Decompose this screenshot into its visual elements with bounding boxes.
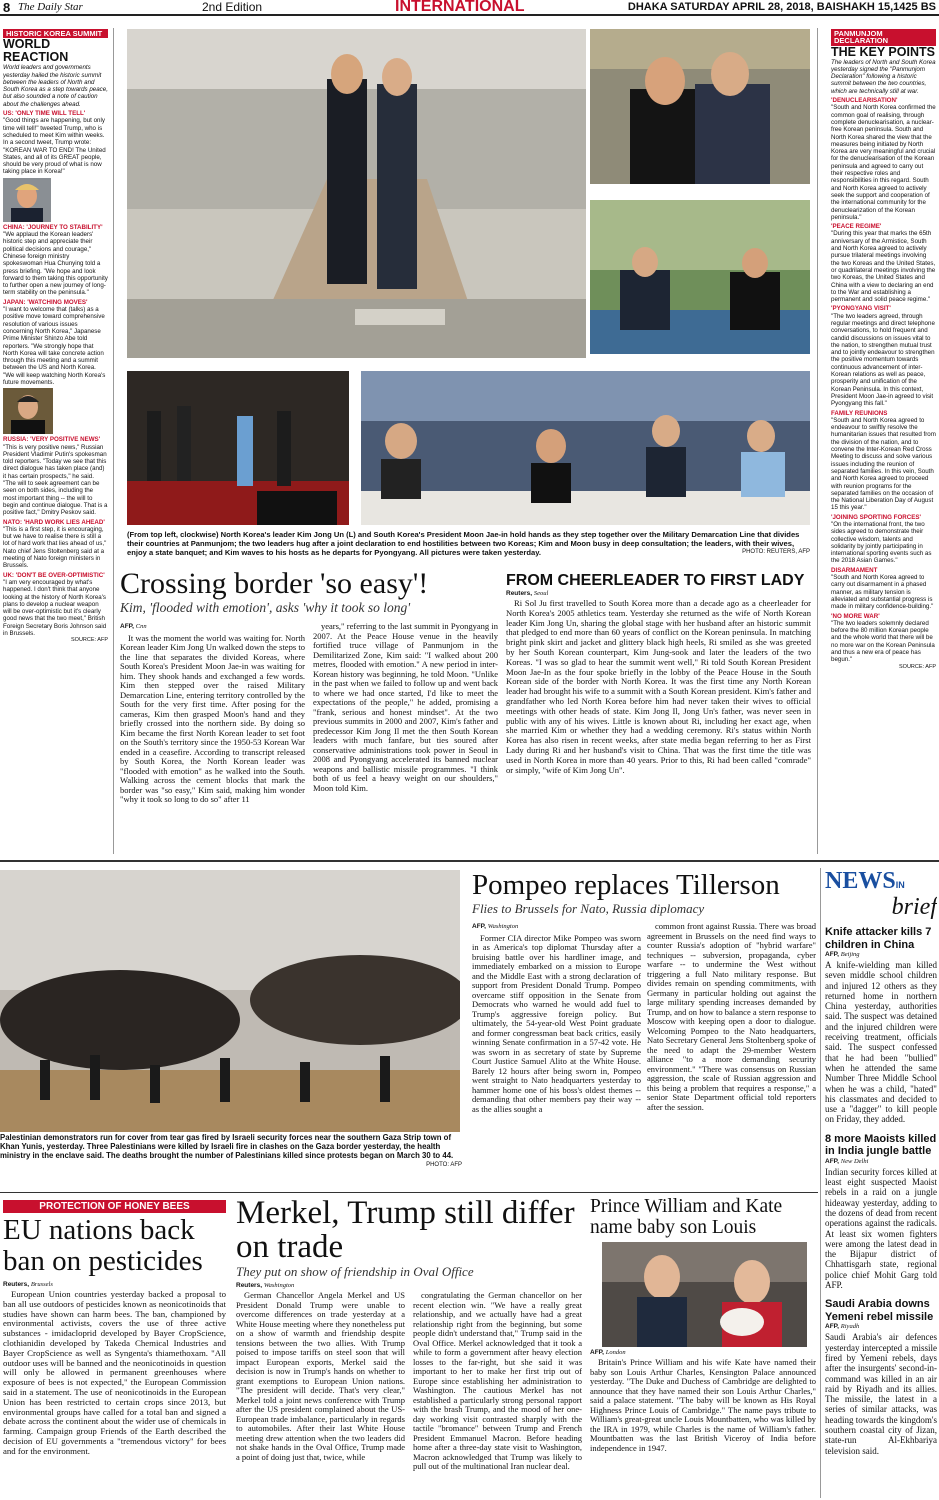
brief-logo-in: IN: [895, 880, 905, 890]
brief-1-text: A knife-wielding man killed seven middle school children and injured 12 others as they returned home in northern China yesterday, authorities said. The suspect was detained and the injured children were receiving treatment, officials said. The suspect confessed that he had been "bullied" when he attended the same Number Three Middle School when he was a child, "hated" his classmates and decided to use a "dagger" to kill people on Friday, they added.: [825, 960, 937, 1125]
merkel-byline-agency: Reuters,: [236, 1282, 263, 1289]
uk-text: "I am very encouraged by what's happened. I don't think that anyone looking at the history of North Korea's plans to develop a nuclear weapon will be over-optimistic but it's clearly good news that the two meet," British Foreign Secretary Boris Johnson said in Brussels.: [3, 578, 107, 637]
key-points-source: SOURCE: AFP: [899, 663, 936, 670]
brief-1-byline-place: Beijing: [840, 951, 860, 958]
eu-banner: PROTECTION OF HONEY BEES: [3, 1200, 226, 1213]
merkel-col1-text: German Chancellor Angela Merkel and US President Donald Trump were unable to overcome differences on trade yesterday at a White House meeting where they nonetheless put on a show of warmth and friendship despite tensions between the two allies. With Trump poised to impose tariffs on steel soon that will impact European exports, Merkel said the decision is now in Trump's hands on whether to grant exemptions to European Union nations. "The president will decide. That's very clear," Merkel told a joint news conference with Trump after the US president complained about the US-European trade imbalance, particularly in regards to automobiles. After their last White House meeting drew attention when the two leaders did not shake hands in the Oval Office, Trump made a point of doing just that, twice, while: [236, 1290, 405, 1462]
summit-caption-text: (From top left, clockwise) North Korea's leader Kim Jong Un (L) and South Korea's President Moon Jae-in hold hands as they step together over the Military Demarcation Line that divides their countries at Panmunjom; the two leaders hug after a joint declaration to end hostilities between two Koreas; Kim and Moon busy in deep consultation; the leaders, with their wives, enjoy a state banquet; and Kim waves to his hosts as he departs for Pyongyang. All pictures were taken yesterday.: [127, 530, 800, 558]
world-reaction-sidebar: [3, 29, 108, 855]
sidebar-intro: World leaders and governments yesterday hailed the historic summit between the leaders of North and South Korea as a step towards peace, but also sounded a note of caution about the challenges ahead.: [3, 64, 108, 108]
us-head: US: 'ONLY TIME WILL TELL': [3, 110, 86, 118]
brief-1-head: Knife attacker kills 7 children in China: [825, 926, 932, 951]
pompeo-headline: Pompeo replaces Tillerson: [472, 870, 780, 901]
brief-3-text: Saudi Arabia's air defences yesterday intercepted a missile fired by Yemeni rebels, days after the insurgents' second-in-command was killed in an air raid by Riyadh and its allies. The missile, the latest in a series of similar attacks, was heading towards the kingdom's southern coastal city of Jizan, state-run Al-Ekhbariya television said.: [825, 1332, 937, 1456]
pompeo-col2-text: common front against Russia. There was broad agreement in Brussels on the need find ways to counter Russia's adoption of "hybrid warfare" techniques -- subversion, propaganda, cyber warfare -- to undermine the West without triggering a full Nato military response. But divides remain on spending commitments, with Germany in particular holding out against the large military spending increases demanded by Trump, and on how to balance a stern response to Moscow with keeping open a door to dialogue. Welcoming Pompeo to the Nato headquarters, Nato Secretary General Jens Stoltenberg spoke of the need to adapt the 29-member Western alliance "to a more demanding security environment." "There was consensus on Russian aggression, the scale of Russian aggression and this being a problem that requires a response," a senior State Department official told reporters after the session.: [647, 921, 816, 1112]
cheerleader-story: [506, 572, 811, 855]
point-6-text: "South and North Korea agreed to carry out disarmament in a phased manner, as military tension is alleviated and substantial progress is made in military confidence-building.": [831, 574, 934, 611]
william-headline: Prince William and Kate name baby son Louis: [590, 1196, 783, 1238]
william-byline-place: London: [605, 1349, 626, 1356]
key-points-sidebar: [831, 29, 936, 855]
pompeo-col1: [472, 922, 641, 1114]
summit-hug-photo: [590, 29, 810, 184]
pompeo-byline-agency: AFP,: [472, 923, 486, 930]
sidebar-banner: HISTORIC KOREA SUMMIT: [3, 29, 108, 38]
cheerleader-text: Ri Sol Ju first travelled to South Korea more than a decade ago as a cheerleader for North Korea's 2005 athletics team. Yesterday she returned as the wife of North Korean leader Kim Jong Un, sharing the global stage with her husband after an historic summit that pledged to end more than 60 years of conflict on the Korean peninsula. In matching bright pink skirt and jacket and glittery black high heels, Ri smiled as she was greeted by her South Korean counterpart, Kim Jung-sook and later the leaders of the two Koreas. "I was so glad to hear the summit went well," Ri told South Korean President Moon Jae-In as the four spoke briefly in the lobby of the Peace House in the South Korean side of the border with North Korea. It was the first time any North Korean leader had brought his wife to a summit with a South Korean president. Kim's father and grandfather who led North Korea before him had never taken their wives to official meetings with other heads of state. Kim Jong Il, Jong Un's father, was never seen in public with any of his wives. Little is known about Ri, including her exact age, when she married Kim or whether they had a wedding ceremony. Ri's status within North Korea has also risen in recent weeks, after state media began referring to her as First Lady during Ri and her husband's visit to China. That was the first time the title was used in North Korea in more than 40 years. Prior to this, Ri had been called "comrade" or simply, "wife of Kim Jong Un".: [506, 598, 811, 775]
divider: [820, 868, 821, 1498]
point-1-text: "South and North Korea confirmed the common goal of realising, through complete denuclearisation, a nuclear-free Korean peninsula. South and North Korea shared the view that the measures being initiated by North Korea are very meaningful and crucial for the denuclearisation of the Korean peninsula and agreed to carry out their respective roles and responsibilities in this regard. South and North Korea agreed to actively seek the support and cooperation of the international community for the denuclearization of the Korean peninsula.": [831, 104, 936, 221]
merkel-byline-place: Washington: [263, 1282, 295, 1289]
summit-photo-credit: PHOTO: REUTERS, AFP: [742, 549, 810, 556]
point-2-head: 'PEACE REGIME': [831, 223, 882, 231]
news-in-brief: [825, 870, 937, 1498]
eu-byline-agency: Reuters,: [3, 1281, 30, 1288]
pompeo-col2: [647, 922, 816, 1114]
brief-3-byline-agency: AFP,: [825, 1323, 839, 1331]
crossing-col1: [120, 622, 305, 805]
pompeo-byline-place: Washington: [487, 923, 519, 930]
point-4-head: FAMILY REUNIONS: [831, 409, 888, 417]
point-5-text: "On the international front, the two sides agreed to demonstrate their collective wisdom, talents and solidarity by jointly participating in international sporting events such as the 2018 Asian Games.": [831, 521, 932, 565]
summit-walk-photo: [127, 29, 586, 358]
crossing-story: [120, 568, 501, 855]
japan-text: "I want to welcome that (talks) as a positive move toward comprehensive resolution of various issues concerning North Korea," Japanese Prime Minister Shinzo Abe told reporters. "We strongly hope that North Korea will take concrete action through this meeting and a summit between the US and North Korea. "We will keep watching North Korea's future movements.: [3, 306, 106, 386]
point-7-text: "The two leaders solemnly declared before the 80 million Korean people and the whole world that there will be no more war on the Korean Peninsula and thus a new era of peace has begun.": [831, 619, 935, 664]
key-points-banner: PANMUNJOM DECLARATION: [831, 29, 936, 46]
brief-3-byline-place: Riyadh: [840, 1323, 860, 1331]
crossing-col1-text: It was the moment the world was waiting for. North Korean leader Kim Jong Un walked down the steps to the line that separates the divided Koreas, where South Korea's President Moon Jae-in was waiting for him. They shook hands and exchanged a few words. Kim then stepped over the raised Military Demarcation Line, entering territory controlled by the South for the very first time. After posing for the cameras, Kim then grasped Moon's hand and they briefly crossed into the northern side. By doing so Kim became the first North Korean leader to set foot on the South's territory since the 1950-53 Korean War ended in a ceasefire. According to transcript released by South Korea, the North Korean leader was "flooded with emotion" as he walked into the South. Walking across the cement blocks that mark the border was "so easy," Kim said, making him wonder "why it took so long to do so" after 11: [120, 632, 305, 804]
merkel-deck: They put on show of friendship in Oval Office: [236, 1264, 474, 1279]
point-6-head: DISARMAMENT: [831, 566, 878, 574]
china-head: CHINA: 'JOURNEY TO STABILITY': [3, 223, 103, 231]
divider: [113, 28, 114, 854]
crossing-col2-text: years," referring to the last summit in Pyongyang in 2007. At the Peace House venue in the heavily fortified truce village of Panmunjom in the Demilitarized Zone, Kim said: "I walked about 200 metres, flooded with emotion." A new period in inter-Korean history was beginning, he told Moon. "Unlike in the past when we failed to follow up and went back to where we had once started, I'd like to meet the expectations of the people," he added, promising a "frank, serious and honest mindset". At the two previous summits in 2000 and 2007, Kim's father and predecessor Kim Jong Il met the then South Korean leaders with much fanfare, but ties soured after conservative administrations took power in Seoul in 2008 and Pyongyang accelerated its banned nuclear weapons and ballistic missile programmes. "I think both of us feel a heavy weight on our shoulders," Moon told Kim.: [313, 621, 498, 793]
crossing-deck: Kim, 'flooded with emotion', asks 'why it took so long': [120, 600, 411, 615]
key-points-title: THE KEY POINTS: [831, 44, 935, 59]
japan-head: JAPAN: 'WATCHING MOVES': [3, 298, 88, 306]
merkel-headline: Merkel, Trump still differ on trade: [236, 1196, 575, 1265]
royal-baby-photo: [602, 1242, 807, 1347]
brief-logo-brief: brief: [891, 894, 937, 920]
page-number: 8: [3, 0, 11, 15]
point-4-text: "South and North Korea agreed to endeavour to swiftly resolve the humanitarian issues that resulted from the division of the nation, and to convene the Inter-Korean Red Cross Meeting to discuss and solve various issues including the reunion of separated families. In this vein, South and North Korea agreed to proceed with reunion programs for the separated families on the occasion of the National Liberation Day of August 15 this year.": [831, 416, 936, 512]
eu-story: [3, 1200, 226, 1498]
crossing-headline: Crossing border 'so easy'!: [120, 568, 429, 600]
russia-head: RUSSIA: 'VERY POSITIVE NEWS': [3, 436, 101, 444]
summit-talks-photo: [590, 200, 810, 354]
point-7-head: 'NO MORE WAR': [831, 612, 880, 620]
russia-text: "This is very positive news," Russian President Vladimir Putin's spokesman told reporters. "Today we see that this direct dialogue has taken place (and) it has certain prospects," he said. "The will to seek agreement can be seen on both sides, including the most important thing -- the will to begin and continue dialogue. That is a positive fact," Dmitry Peskov said.: [3, 443, 108, 517]
us-text: "Good things are happening, but only time will tell!" tweeted Trump, who is scheduled to meet Kim within weeks. In a second tweet, Trump wrote: "KOREAN WAR TO END! The United States, and all of its GREAT people, should be very proud of what is now taking place in Korea!": [3, 117, 106, 176]
gaza-caption-text: Palestinian demonstrators run for cover from tear gas fired by Israeli security forces near the southern Gaza Strip town of Khan Yunis, yesterday. Three Palestinians were killed by Israeli fire in clashes on the Gaza border yesterday, the health ministry in the enclave said. The deaths brought the number of Palestinians killed since protests began on March 30 to 44.: [0, 1133, 454, 1161]
banquet-photo: [361, 371, 810, 525]
william-story: [590, 1196, 816, 1498]
eu-text: European Union countries yesterday backed a proposal to ban all use outdoors of pesticides known as neonicotinoids that studies have shown can harm bees. The ban, championed by environmental activists, covers the use of three active substances - imidacloprid developed by Bayer CropScience, clothianidin developed by Takeda Chemical Industries and Bayer CropScience as well as Syngenta's thiamethoxam. "All outdoor uses will be banned and the neonicotinoids in question will only be allowed in permanent greenhouses where exposure of bees is not expected," the European Commission said in a statement. The use of neonicotinoids in the European Union has been restricted to certain crops since 2013, but environmental groups have called for a total ban and signed a debate across the continent about the wider use of chemicals in farming. Campaign group Friends of the Earth described the decision of EU governments a "tremendous victory" for bees and for the environment.: [3, 1289, 226, 1456]
summit-caption: [127, 530, 810, 558]
page-header: [0, 0, 939, 16]
crossing-byline-place: Cnn: [135, 623, 147, 630]
pompeo-col1-text: Former CIA director Mike Pompeo was sworn in as America's top diplomat Thursday after a bruising battle over his hardliner image, and immediately embarked on a mission to Europe and the Middle East with a strong declaration of support from President Donald Trump. Pompeo overcame stiff opposition in the Senate from Democrats who warned he would add fuel to Trump's aggressive foreign policy. But ultimately, the 54-year-old West Point graduate and former congressman beat back critics, easily winning Senate confirmation in a 57-42 vote. He was sworn in as secretary of state by Supreme Court Justice Samuel Alito at the White House. Barely 12 hours after being sworn in, Pompeo went straight to Nato headquarters yesterday to hammer home one of his boss's oldest themes -- demanding that other members pay their way -- as the allies sought a: [472, 932, 641, 1114]
gaza-photo: [0, 870, 460, 1132]
eu-byline-place: Brussels: [30, 1281, 53, 1288]
brief-logo: [825, 870, 937, 918]
point-3-text: "The two leaders agreed, through regular meetings and direct telephone conversations, to hold frequent and candid discussions on issues vital to the nation, to strengthen mutual trust and to jointly endeavour to strengthen the positive momentum towards continuous advancement of inter-Korean relations as well as peace, prosperity and unification of the Korean Peninsula. In this context, President Moon Jae-in agreed to visit Pyongyang this fall.": [831, 312, 935, 408]
merkel-col2-text: congratulating the German chancellor on her recent election win. "We have a really great relationship, and we actually have had a great relationship right from the beginning, but some people didn't understand that," Trump said in the Oval Office. Merkel acknowledged that it took a while to form a government after heavy election losses to the far-right, but she said it was important to her to make her first trip out of Europe since establishing her administration to Washington. The cautious Merkel has not established a particularly strong personal rapport with the brash Trump, and the mood of her one-day working visit contrasted sharply with the tactile "bromance" between Trump and French President Emmanuel Macron. Before heading home after a three-day state visit to Washington, Macron acknowledged that Trump was likely to pull out of the multinational Iran nuclear deal.: [413, 1290, 582, 1471]
abe-photo: [3, 388, 53, 434]
william-text: Britain's Prince William and his wife Kate have named their baby son Louis Arthur Charles, Kensington Palace announced yesterday. "The Duke and Duchess of Cambridge are delighted to announce that they have named their son Louis Arthur Charles," said a palace statement. "The baby will be known as His Royal Highness Prince Louis of Cambridge." The name pays tribute to William's great-great uncle Louis Mountbatten, who was killed by the IRA in 1979, while Charles is the name of William's father. Mountbatten was the last British Viceroy of India before independence in 1947.: [590, 1357, 816, 1453]
key-points-intro: The leaders of North and South Korea yesterday signed the "Panmunjom Declaration" following a historic summit between the two countries, which are technically still at war.: [831, 58, 936, 95]
departure-photo: [127, 371, 349, 525]
pompeo-deck: Flies to Brussels for Nato, Russia diplomacy: [472, 901, 705, 916]
trump-photo: [3, 178, 51, 222]
brief-1-byline-agency: AFP,: [825, 951, 839, 958]
gaza-photo-credit: PHOTO: AFP: [426, 1161, 462, 1168]
crossing-col2: [313, 622, 498, 805]
cheerleader-headline: FROM CHEERLEADER TO FIRST LADY: [506, 572, 805, 589]
nato-text: "This is a first step, it is encouraging, but we have to realise there is still a lot of hard work that lies ahead of us," Nato chief Jens Stoltenberg said at a meeting of Nato foreign ministers in Brussels.: [3, 525, 107, 570]
section-rule: [0, 860, 939, 862]
brief-2-byline-agency: AFP,: [825, 1157, 839, 1165]
uk-head: UK: 'DON'T BE OVER-OPTIMISTIC': [3, 571, 105, 579]
nato-head: NATO: 'HARD WORK LIES AHEAD': [3, 518, 105, 526]
eu-headline: EU nations back ban on pesticides: [3, 1214, 203, 1277]
gaza-caption: [0, 1133, 462, 1170]
pompeo-story: [472, 870, 816, 1188]
point-5-head: 'JOINING SPORTING FORCES': [831, 513, 921, 521]
brief-2-head: 8 more Maoists killed in India jungle battle: [825, 1132, 937, 1158]
point-3-head: 'PYONGYANG VISIT': [831, 305, 891, 313]
point-2-text: "During this year that marks the 65th anniversary of the Armistice, South and North Korea agreed to actively pursue trilateral meetings involving the two Koreas and the United States, or quadrilateral meetings involving the two Koreas, the United States and China with a view to declaring an end to the War and establishing a permanent and solid peace regime.": [831, 230, 936, 304]
masthead: The Daily Star: [18, 1, 83, 13]
section-title: INTERNATIONAL: [395, 0, 525, 15]
cheerleader-byline-agency: Reuters,: [506, 590, 533, 597]
brief-2-text: Indian security forces killed at least eight suspected Maoist rebels in a raid on a jungle hideaway yesterday, adding to the dozens of dead from recent operations against the radicals. At least six women fighters were among the latest dead in the Bijapur district of Chhattisgarh state, regional police chief Mohit Garg told AFP.: [825, 1166, 937, 1291]
william-byline-agency: AFP,: [590, 1349, 604, 1356]
divider: [817, 28, 818, 854]
sidebar-title: WORLD REACTION: [3, 37, 69, 65]
brief-2-byline-place: New Delhi: [840, 1157, 869, 1165]
brief-logo-news: NEWS: [825, 870, 896, 894]
section-rule: [0, 1192, 818, 1193]
edition: 2nd Edition: [202, 0, 263, 14]
sidebar-source: SOURCE: AFP: [71, 637, 108, 644]
merkel-story: [236, 1196, 582, 1498]
dateline: DHAKA SATURDAY APRIL 28, 2018, BAISHAKH 15,1425 BS: [627, 1, 936, 13]
china-text: "We applaud the Korean leaders' historic step and appreciate their political decisions and courage," Chinese foreign ministry spokeswoman Hua Chunying told a press briefing. "We hope and look forward to them taking this opportunity to further open a new journey of long-term stability on the peninsula.": [3, 231, 108, 297]
cheerleader-byline-place: Seoul: [533, 590, 549, 597]
crossing-byline-agency: AFP,: [120, 623, 134, 630]
brief-3-head: Saudi Arabia downs Yemeni rebel missile: [825, 1298, 934, 1323]
point-1-head: 'DENUCLEARISATION': [831, 97, 898, 105]
